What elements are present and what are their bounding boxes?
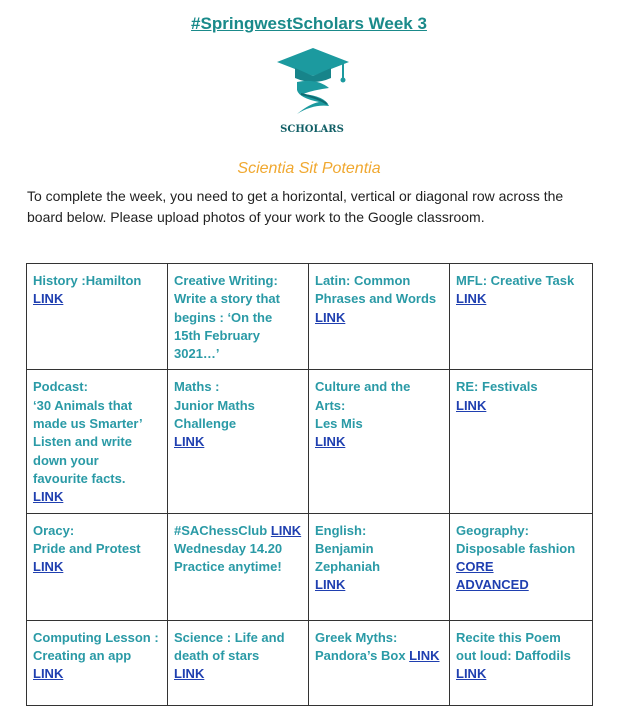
cell-text: Listen and write [33,434,132,450]
motto: Scientia Sit Potentia [237,160,381,177]
core-link[interactable]: CORE [456,559,494,575]
board-row [27,620,593,705]
cell-text: Challenge [174,416,237,432]
board-cell [450,620,593,705]
link-link[interactable]: LINK [315,309,346,325]
cell-text: out loud: Daffodils [456,647,571,663]
cell-text: Creative Writing: [174,273,278,288]
logo-text: SCHOLARS [280,124,344,135]
board-cell [168,513,309,620]
link-link[interactable]: LINK [315,577,346,593]
cell-text: Disposable fashion [456,540,576,556]
board-cell [27,370,168,513]
cell-text: Oracy: [33,522,75,538]
scholars-logo [273,44,351,136]
board-cell [27,620,168,705]
board-cell [168,620,309,705]
board-row [27,370,593,513]
board-cell [168,370,309,513]
cell-text: Computing Lesson : [33,629,159,645]
cell-text: Latin: Common [315,273,411,288]
cell-text: Pride and Protest [33,540,141,556]
cell-text: Phrases and Words [315,291,437,307]
cell-text: MFL: Creative Task [456,273,575,288]
cell-text: Recite this Poem [456,629,561,645]
board-cell [309,620,450,705]
cell-text: Practice anytime! [174,559,282,575]
cell-text: English: [315,522,367,538]
link-link[interactable]: LINK [33,559,64,575]
board-cell [168,264,309,370]
link-link[interactable]: LINK [33,666,64,682]
activity-board [26,263,593,706]
cell-text: Creating an app [33,647,132,663]
cell-text: Podcast: [33,379,88,395]
cell-text: favourite facts. [33,470,126,486]
board-cell [27,264,168,370]
link-link[interactable]: LINK [33,489,64,505]
board-cell [450,513,593,620]
cell-text: #SAChessClub [174,522,268,538]
page-title: #SpringwestScholars Week 3 [191,14,427,33]
cell-text: Science : Life and [174,629,285,645]
cell-text: Geography: [456,522,529,538]
cell-text: death of stars [174,647,260,663]
cell-text: begins : ‘On the [174,309,273,325]
link-link[interactable]: LINK [456,666,487,682]
board-cell [27,513,168,620]
board-cell [309,264,450,370]
cell-text: Junior Maths [174,397,255,413]
board-cell [309,513,450,620]
cell-text: 15th February [174,327,260,343]
link-link[interactable]: LINK [456,397,487,413]
cell-text: Pandora’s Box [315,647,406,663]
link-link[interactable]: LINK [315,434,346,450]
board-row [27,513,593,620]
cell-text: Benjamin [315,540,374,556]
link[interactable]: LINK [409,647,440,663]
cell-text: Wednesday 14.20 [174,540,283,556]
cell-line [315,647,445,665]
cell-text: ‘30 Animals that [33,397,133,413]
cell-line [174,522,304,540]
link-link[interactable]: LINK [174,434,205,450]
board-cell [309,370,450,513]
link-link[interactable]: LINK [456,291,487,307]
board-row [27,264,593,370]
cell-text: down your [33,452,99,468]
cell-text: Zephaniah [315,559,381,575]
link[interactable]: LINK [270,522,302,538]
cell-text: Arts: [315,397,346,413]
link-link[interactable]: LINK [174,666,205,682]
instructions: To complete the week, you need to get a horizontal, vertical or diagonal row across the board below. Please upload photos of your work to the Google classroom. [27,188,564,225]
graduation-cap-icon [273,44,351,136]
board-cell [450,370,593,513]
cell-text: Maths : [174,379,220,395]
link-link[interactable]: LINK [33,291,64,307]
cell-text: Culture and the [315,379,411,395]
cell-text: 3021…’ [174,346,220,362]
advanced-link[interactable]: ADVANCED [456,577,529,593]
cell-text: History :Hamilton [33,273,142,288]
cell-text: Write a story that [174,291,280,307]
cell-text: RE: Festivals [456,379,538,395]
board-cell [450,264,593,370]
cell-text: made us Smarter’ [33,416,143,432]
cell-text: Les Mis [315,416,363,432]
cell-text: Greek Myths: [315,629,398,645]
